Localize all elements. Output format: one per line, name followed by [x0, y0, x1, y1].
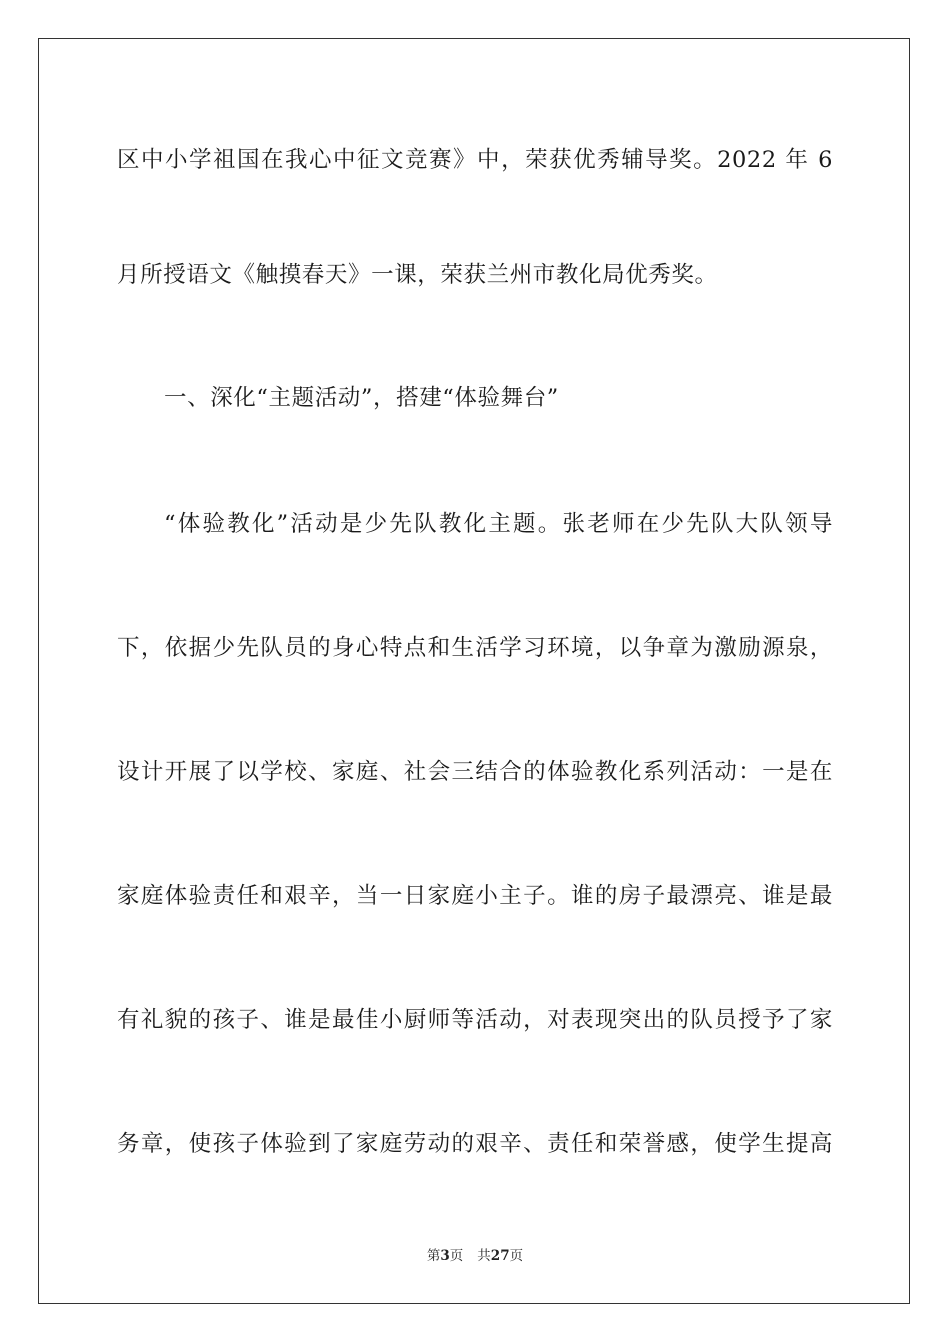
page-border — [38, 38, 910, 1304]
footer-page-suffix: 页 — [449, 1248, 464, 1264]
footer-page-current: 3 — [440, 1248, 450, 1264]
body-line-3: “体验教化”活动是少先队教化主题。张老师在少先队大队领导 — [164, 511, 833, 537]
footer-total-suffix: 页 — [509, 1248, 524, 1264]
footer-page-total: 27 — [490, 1248, 510, 1264]
page-footer — [0, 1247, 950, 1265]
body-line-6: 家庭体验责任和艰辛，当一日家庭小主子。谁的房子最漂亮、谁是最 — [117, 883, 833, 909]
body-line-1: 区中小学祖国在我心中征文竞赛》中，荣获优秀辅导奖。2022 年 6 — [117, 147, 833, 173]
footer-total-prefix: 共 — [477, 1248, 491, 1264]
body-line-5: 设计开展了以学校、家庭、社会三结合的体验教化系列活动：一是在 — [117, 759, 833, 785]
body-line-2: 月所授语文《触摸春天》一课，荣获兰州市教化局优秀奖。 — [117, 262, 718, 288]
body-line-7: 有礼貌的孩子、谁是最佳小厨师等活动，对表现突出的队员授予了家 — [117, 1007, 833, 1033]
footer-page-prefix: 第 — [426, 1248, 441, 1264]
body-line-8: 务章，使孩子体验到了家庭劳动的艰辛、责任和荣誉感，使学生提高 — [117, 1131, 833, 1157]
body-line-4: 下，依据少先队员的身心特点和生活学习环境，以争章为激励源泉， — [117, 635, 833, 661]
section-heading: 一、深化“主题活动”，搭建“体验舞台” — [164, 385, 559, 411]
